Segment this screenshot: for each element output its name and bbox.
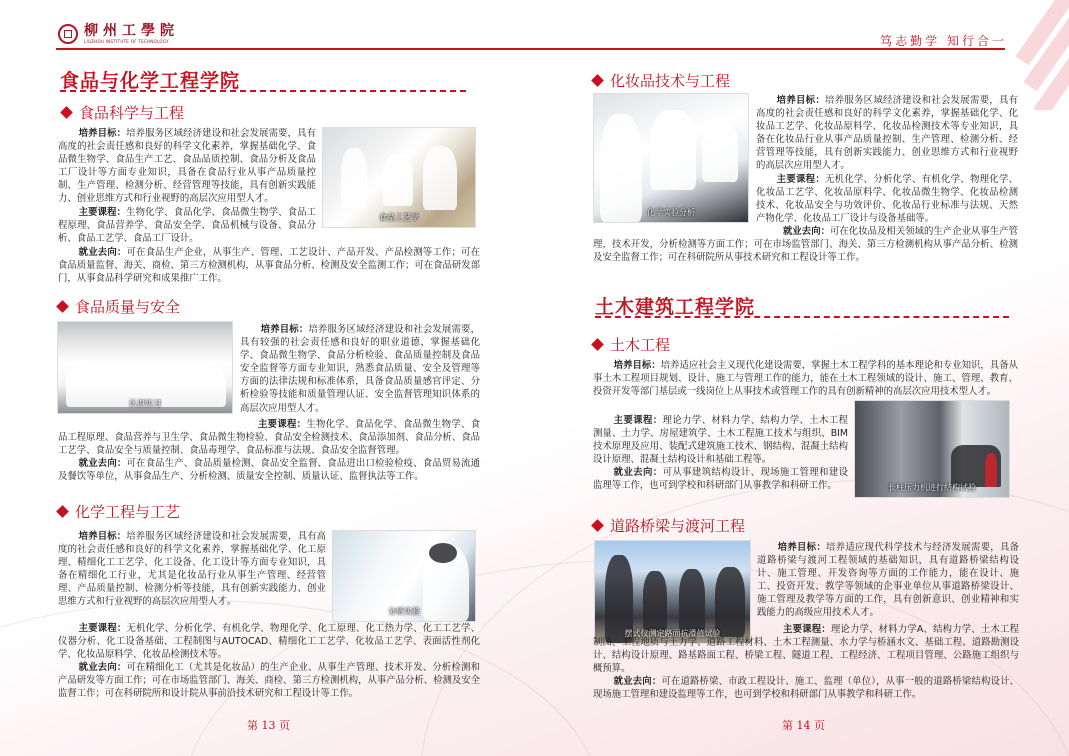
header-rule — [535, 48, 1005, 50]
major-title-chemical-engineering: 化学工程与工艺 — [58, 501, 180, 522]
photo-food-technology — [322, 127, 476, 228]
diamond-bullet-icon — [591, 519, 604, 532]
page-number: 第 13 页 — [247, 719, 290, 732]
seal-icon — [58, 24, 78, 44]
major-title-food-quality: 食品质量与安全 — [58, 296, 180, 317]
logo-english-name: LIUZHOU INSTITUTE OF TECHNOLOGY — [84, 39, 169, 44]
photo-caption: 认识实习 — [129, 399, 161, 408]
major-text-cosmetics: 培养目标：培养服务区域经济建设和社会发展需要，具有高度的社会责任感和良好的科学文化素养，掌握基础化学、化妆品工艺学、化妆品原料学、化妆品检测技术等专业知识，具备在化妆品行业从事产品质量控制、生产管理、检测分析、经营管理等技能，具有创新实践能力、创业思维方式和行业视野的高层次应用型人才。 主要课程：无机化学、分析化学、有机化学、物理化学、化妆品工艺学、化妆品原料学、化妆品微生物学、化妆品检测技术、化妆品安全与功效评价、化妆品行业标准与法规、天然产物化学、化妆品工厂设计与设备基础等。 — [756, 95, 1018, 224]
college-title: 食品与化学工程学院 — [60, 70, 241, 92]
photo-caption: 食品工艺学 — [379, 213, 419, 222]
courses-career-road-bridge: 主要课程：理论力学、材料力学A、结构力学、土木工程制图、工程地质与土力学、道路工程材料、土木工程测量、水力学与桥涵水文、基础工程、道路勘测设计、结构设计原理、路基路面工程、桥梁工程、隧道工程、工程经济、工程项目管理、公路施工组织与概预算。 就业去向：可在道路桥梁、市政工程设计、施工、监理（单位），从事一般的道路桥梁结构设计、现场施工管理和建设监理等工作，也可到学校和科研部门从事教学和科研工作。 — [593, 624, 1019, 701]
college-title-rule — [60, 90, 466, 92]
header-rule — [56, 48, 535, 50]
photo-structural-test — [854, 400, 1010, 498]
college-title-rule — [595, 316, 1009, 318]
photo-caption: 化学实验分析 — [647, 208, 695, 217]
courses-career-civil-engineering: 主要课程：理论力学、材料力学、结构力学、土木工程测量、土力学、房屋建筑学、土木工程施工技术与组织、BIM技术原理及应用、装配式建筑施工技术、钢结构、混凝土结构设计原理、混凝土结构设计和基础工程等。 就业去向：可从事建筑结构设计、现场施工管理和建设监理等工作，也可到学校和科研部门从事教学和科研工作。 — [593, 415, 848, 492]
goal-text-road-bridge: 培养目标：培养适应现代科学技术与经济发展需要，具备道路桥梁与渡河工程领域的基础知识，具有道路桥梁结构设计、施工管理、开发咨询等方面的工作能力，能在设计、施工、投资开发、教学等领域的企事业单位从事道路桥梁设计、施工管理及教学等方面的工作，具有创新意识、创业精神和实践能力的高级应用技术人才。 — [757, 542, 1019, 619]
photo-analysis-experiment — [332, 530, 476, 622]
page-14 — [535, 0, 1069, 756]
school-logo — [58, 24, 179, 44]
diamond-bullet-icon — [591, 74, 604, 87]
major-text-chemical-engineering: 培养目标：培养服务区域经济建设和社会发展需要，具有高度的社会责任感和良好的科学文化素养，掌握基础化学、化工原理、精细化工工艺学、化工设备、化工设计等方面专业知识，具备在精细化工行业，尤其是化妆品行业从事生产管理、经营管理、产品质量控制、检测分析等技能，具有创新实践能力、创业思维方式和行业视野的高层次应用型人才。 — [58, 531, 326, 608]
major-text-food-science: 培养目标：培养服务区域经济建设和社会发展需要，具有高度的社会责任感和良好的科学文化素养，掌握基础化学、食品微生物学、食品生产工艺、食品品质控制、食品分析及食品工厂设计等方面专业知识，具备在食品行业从事产品质量控制、生产管理、检测分析、经营管理等技能，具有创新实践能力、创业思维方式和行业视野的高层次应用型人才。 主要课程：生物化学、食品化学、食品微生物学、食品工程原理、食品营养学、食品安全学、食品机械与设备、食品分析、食品工艺学、食品工厂设计。 — [58, 128, 316, 244]
major-title-food-science: 食品科学与工程 — [62, 102, 184, 123]
school-motto: 笃志勤学 知行合一 — [880, 34, 1007, 48]
diamond-bullet-icon — [60, 106, 73, 119]
diamond-bullet-icon — [591, 338, 604, 351]
major-title-road-bridge: 道路桥梁与渡河工程 — [593, 515, 745, 536]
photo-caption: 长柱压力机进行结构试验 — [888, 483, 976, 492]
diamond-bullet-icon — [56, 505, 69, 518]
major-title-civil-engineering: 土木工程 — [593, 334, 670, 355]
career-text-food-science: 就业去向：可在食品生产企业，从事生产、管理、工艺设计、产品开发、产品检测等工作；可在食品质量监督、海关、商检、第三方检测机构，从事食品分析、检测及安全监测工作；可在食品研发部门，从事食品科学研究和成果推广工作。 — [58, 247, 480, 285]
college-title: 土木建筑工程学院 — [595, 296, 756, 318]
logo-chinese-name: 柳州工學院 — [84, 23, 179, 39]
goal-text-civil-engineering: 培养目标：培养适应社会主义现代化建设需要，掌握土木工程学科的基本理论和专业知识，具备从事土木工程项目规划、设计、施工与管理工作的能力，能在土木工程领域的设计、施工、管理、教育、投资开发等部门基层或一线岗位上从事技术或管理工作的具有创新精神的高层次应用技术型人才。 — [593, 360, 1018, 398]
photo-cognitive-internship — [57, 321, 233, 414]
career-text-cosmetics: 就业去向：可在化妆品及相关领域的生产企业从事生产管理，技术开发，分析检测等方面工作；可在市场监管部门、海关、第三方检测机构从事产品分析、检测及安全监督工作；可在科研院所从事技术研究和工程设计等工作。 — [593, 226, 1018, 264]
courses-career-chemical-engineering: 主要课程：无机化学、分析化学、有机化学、物理化学、化工原理、化工热力学、化工工艺学、仪器分析、化工设备基础、工程制图与AUTOCAD、精细化工工艺学、化妆品工艺学、表面活性剂化学、化妆品原料学、化妆品检测技术等。 就业去向：可在精细化工（尤其是化妆品）的生产企业、从事生产管理、技术开发、分析检测和产品研发等方面工作；可在市场监管部门、海关、商检、第三方检测机构，从事产品分析、检测及安全监督工作；可在科研院所和设计院从事前沿技术研究和工程设计等工作。 — [58, 623, 480, 700]
major-title-cosmetics: 化妆品技术与工程 — [593, 70, 730, 91]
page-number: 第 14 页 — [782, 719, 825, 732]
diamond-bullet-icon — [56, 300, 69, 313]
corner-decoration — [1009, 0, 1069, 110]
photo-caption: 摆式仪测定路面抗滑值试验 — [624, 629, 721, 638]
photo-chemistry-experiment — [593, 93, 749, 223]
photo-caption: 分析实验 — [388, 607, 420, 616]
courses-career-food-quality: 主要课程：生物化学、食品化学、食品微生物学、食品工程原理、食品营养与卫生学、食品微生物检验、食品安全检测技术、食品添加剂、食品分析、食品工艺学、食品安全与质量控制、食品毒理学、食品标准与法规、食品安全监督管理。 就业去向：可在食品生产、食品质量检测、食品安全监督、食品进出口检验检疫、食品贸易流通及餐饮等单位，从事食品生产、分析检测、质量安全控制、质量认证、监督执法等工作。 — [58, 419, 480, 483]
major-text-food-quality: 培养目标：培养服务区域经济建设和社会发展需要，具有较强的社会责任感和良好的职业道德，掌握基础化学、食品微生物学、食品分析检验、食品质量控制及食品安全监督等方面专业知识，熟悉食品质量、安全及管理等方面的法律法规和标准体系，具备食品质量感官评定、分析检验等技能和质量管理认证、安全监督管理知识体系的高层次应用型人才。 — [240, 324, 480, 414]
